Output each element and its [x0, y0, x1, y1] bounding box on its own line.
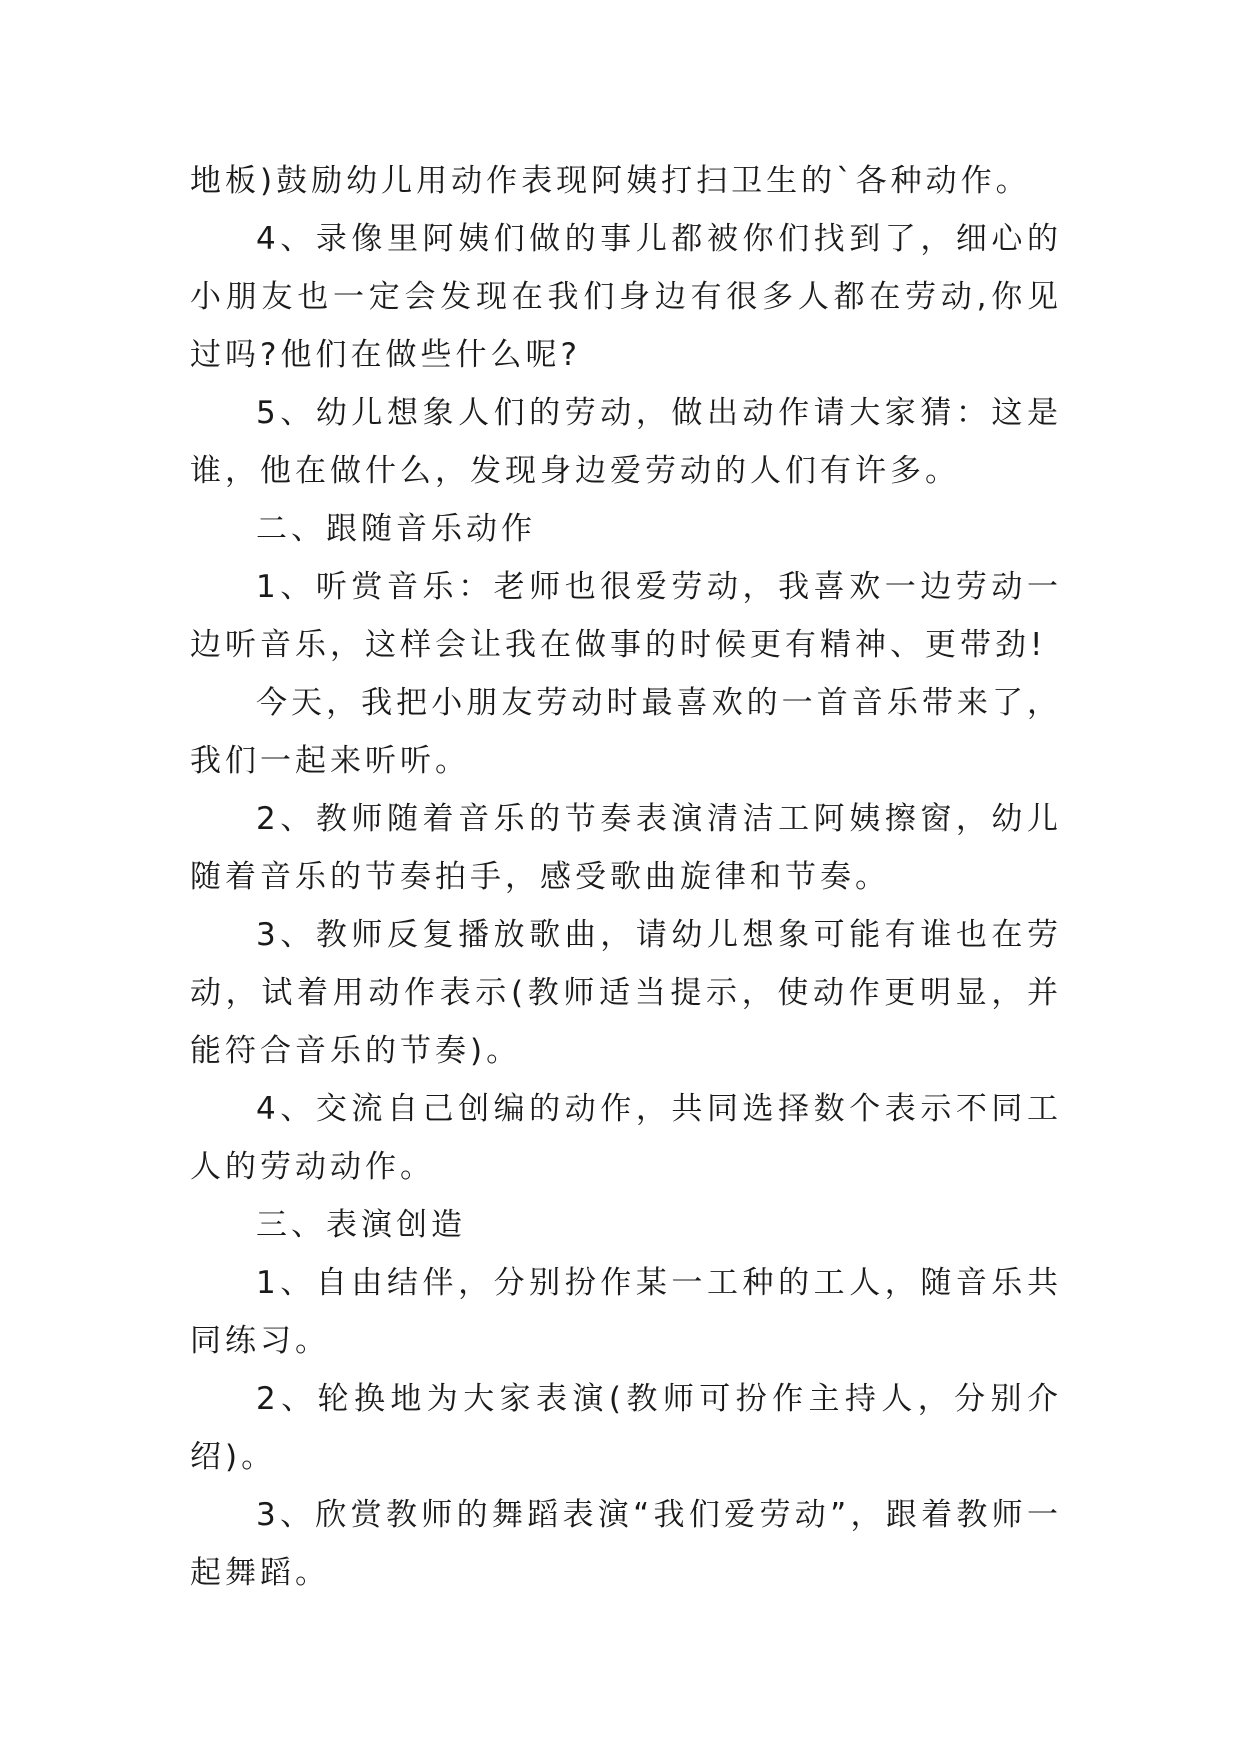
document-body	[190, 152, 1062, 1602]
paragraph-continuation: 地板)鼓励幼儿用动作表现阿姨打扫卫生的`各种动作。	[190, 163, 1031, 199]
paragraph-step-4-exchange: 4、交流自己创编的动作，共同选择数个表示不同工人的劳动动作。	[190, 1091, 1062, 1185]
paragraph-step-3-repeat: 3、教师反复播放歌曲，请幼儿想象可能有谁也在劳动，试着用动作表示(教师适当提示，使动作更明显，并能符合音乐的节奏)。	[190, 917, 1062, 1069]
paragraph-step-1-partner: 1、自由结伴，分别扮作某一工种的工人，随音乐共同练习。	[190, 1265, 1062, 1359]
paragraph-step-1-listen: 1、听赏音乐：老师也很爱劳动，我喜欢一边劳动一边听音乐，这样会让我在做事的时候更有精神、更带劲!	[190, 569, 1062, 663]
paragraph-today: 今天，我把小朋友劳动时最喜欢的一首音乐带来了，我们一起来听听。	[190, 685, 1062, 779]
paragraph-step-2-rhythm: 2、教师随着音乐的节奏表演清洁工阿姨擦窗，幼儿随着音乐的节奏拍手，感受歌曲旋律和节奏。	[190, 801, 1062, 895]
paragraph-step-3-appreciate: 3、欣赏教师的舞蹈表演“我们爱劳动”，跟着教师一起舞蹈。	[190, 1497, 1062, 1591]
section-heading-3: 三、表演创造	[256, 1207, 466, 1243]
paragraph-step-4-video: 4、录像里阿姨们做的事儿都被你们找到了，细心的小朋友也一定会发现在我们身边有很多人都在劳动,你见过吗?他们在做些什么呢?	[190, 221, 1062, 373]
paragraph-step-2-perform: 2、轮换地为大家表演(教师可扮作主持人，分别介绍)。	[190, 1381, 1062, 1475]
section-heading-2: 二、跟随音乐动作	[256, 511, 536, 547]
paragraph-step-5-imagine: 5、幼儿想象人们的劳动，做出动作请大家猜：这是谁，他在做什么，发现身边爱劳动的人们有许多。	[190, 395, 1062, 489]
